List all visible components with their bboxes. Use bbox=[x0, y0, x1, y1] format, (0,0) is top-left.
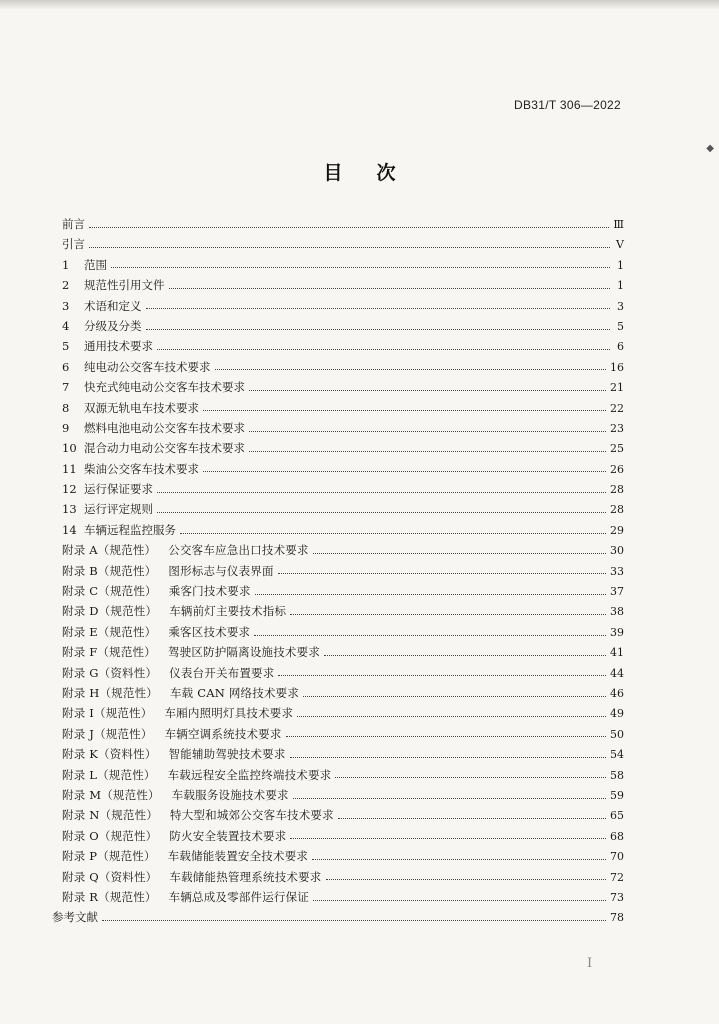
toc-num: 9 bbox=[62, 420, 70, 435]
toc-page: 72 bbox=[610, 870, 624, 884]
toc-num: 12 bbox=[62, 482, 77, 497]
annex-label: 附录 Q（资料性） bbox=[62, 869, 158, 884]
annex-title: 特大型和城郊公交客车技术要求 bbox=[170, 808, 334, 823]
toc-annex-g[interactable] bbox=[62, 663, 624, 683]
toc-page: 39 bbox=[610, 625, 624, 639]
leader-dots bbox=[215, 369, 607, 370]
leader-dots bbox=[157, 349, 610, 350]
toc-label: 通用技术要求 bbox=[84, 339, 153, 354]
toc-row-9[interactable] bbox=[62, 418, 624, 438]
toc-page: 30 bbox=[610, 544, 624, 558]
toc-page: 3 bbox=[617, 299, 624, 313]
toc-annex-a[interactable] bbox=[62, 540, 624, 560]
scan-top-edge bbox=[0, 0, 719, 10]
annex-label: 附录 G（资料性） bbox=[62, 665, 158, 680]
toc-page: 54 bbox=[610, 748, 624, 762]
leader-dots bbox=[290, 838, 606, 839]
toc-annex-f[interactable] bbox=[62, 642, 624, 662]
leader-dots bbox=[286, 736, 606, 737]
annex-label: 附录 C（规范性） bbox=[62, 584, 157, 599]
toc-page: 21 bbox=[610, 381, 624, 395]
annex-label: 附录 F（规范性） bbox=[62, 645, 156, 660]
toc-page: 22 bbox=[610, 401, 624, 415]
leader-dots bbox=[338, 818, 606, 819]
leader-dots bbox=[303, 696, 606, 697]
leader-dots bbox=[254, 635, 606, 636]
leader-dots bbox=[278, 675, 606, 676]
toc-num: 6 bbox=[62, 359, 70, 374]
toc-row-12[interactable] bbox=[62, 479, 624, 499]
toc-page: 37 bbox=[610, 585, 624, 599]
annex-title: 车载储能热管理系统技术要求 bbox=[169, 869, 322, 884]
table-of-contents bbox=[52, 214, 624, 928]
annex-label: 附录 R（规范性） bbox=[62, 889, 157, 904]
leader-dots bbox=[255, 594, 606, 595]
leader-dots bbox=[203, 471, 606, 472]
toc-page: Ⅲ bbox=[613, 218, 624, 231]
toc-label: 分级及分类 bbox=[84, 318, 142, 333]
annex-label: 附录 J（规范性） bbox=[62, 726, 153, 741]
annex-label: 附录 A（规范性） bbox=[62, 543, 157, 558]
annex-title: 车厢内照明灯具技术要求 bbox=[164, 706, 294, 721]
toc-row-3[interactable] bbox=[62, 296, 624, 316]
toc-annex-m[interactable] bbox=[62, 785, 624, 805]
toc-row-11[interactable] bbox=[62, 459, 624, 479]
annex-title: 车载远程安全监控终端技术要求 bbox=[167, 767, 332, 782]
toc-row-6[interactable] bbox=[62, 357, 624, 377]
leader-dots bbox=[290, 614, 606, 615]
annex-label: 附录 E（规范性） bbox=[62, 624, 157, 639]
toc-num: 11 bbox=[62, 461, 77, 476]
annex-title: 防火安全装置技术要求 bbox=[169, 828, 287, 843]
annex-title: 车辆总成及零部件运行保证 bbox=[168, 889, 310, 904]
toc-page: 29 bbox=[610, 523, 624, 537]
toc-annex-b[interactable] bbox=[62, 561, 624, 581]
leader-dots bbox=[111, 267, 610, 268]
annex-label: 附录 I（规范性） bbox=[62, 706, 153, 721]
annex-title: 车载服务设施技术要求 bbox=[171, 787, 289, 802]
annex-label: 附录 N（规范性） bbox=[62, 808, 159, 823]
toc-row-5[interactable] bbox=[62, 336, 624, 356]
toc-page: 58 bbox=[610, 768, 624, 782]
toc-num: 1 bbox=[62, 257, 70, 272]
leader-dots bbox=[324, 655, 606, 656]
toc-page: 41 bbox=[610, 646, 624, 660]
toc-label: 前言 bbox=[62, 217, 85, 231]
toc-annex-o[interactable] bbox=[62, 826, 624, 846]
toc-page: 23 bbox=[610, 421, 624, 435]
annex-title: 车载储能装置安全技术要求 bbox=[167, 849, 309, 864]
leader-dots bbox=[180, 533, 606, 534]
toc-row-13[interactable] bbox=[62, 499, 624, 519]
toc-label: 引言 bbox=[62, 237, 85, 252]
toc-page: 16 bbox=[610, 360, 624, 374]
toc-page: Ⅴ bbox=[616, 238, 624, 252]
annex-title: 车载 CAN 网络技术要求 bbox=[169, 685, 300, 700]
leader-dots bbox=[203, 410, 606, 411]
toc-num: 7 bbox=[62, 380, 70, 395]
leader-dots bbox=[290, 757, 606, 758]
leader-dots bbox=[313, 900, 606, 901]
annex-title: 驾驶区防护隔离设施技术要求 bbox=[167, 645, 321, 660]
toc-annex-d[interactable] bbox=[62, 601, 624, 621]
leader-dots bbox=[278, 573, 606, 574]
toc-row-4[interactable] bbox=[62, 316, 624, 336]
toc-num: 14 bbox=[62, 522, 77, 537]
annex-title: 公交客车应急出口技术要求 bbox=[168, 543, 309, 558]
leader-dots bbox=[146, 329, 611, 330]
toc-label: 参考文献 bbox=[52, 910, 98, 925]
annex-title: 智能辅助驾驶技术要求 bbox=[168, 747, 286, 762]
annex-label: 附录 B（规范性） bbox=[62, 563, 157, 578]
toc-num: 3 bbox=[62, 298, 70, 313]
toc-num: 10 bbox=[62, 441, 77, 456]
toc-label: 快充式纯电动公交客车技术要求 bbox=[84, 380, 245, 395]
standard-code: DB31/T 306—2022 bbox=[513, 98, 621, 112]
annex-title: 乘客区技术要求 bbox=[168, 624, 251, 639]
leader-dots bbox=[102, 920, 606, 921]
annex-title: 车辆前灯主要技术指标 bbox=[169, 604, 287, 619]
leader-dots bbox=[249, 431, 606, 432]
annex-title: 乘客门技术要求 bbox=[168, 584, 251, 599]
leader-dots bbox=[313, 553, 606, 554]
toc-page: 28 bbox=[610, 503, 624, 517]
toc-row-foreword[interactable] bbox=[62, 214, 624, 234]
toc-annex-e[interactable] bbox=[62, 622, 624, 642]
toc-label: 柴油公交客车技术要求 bbox=[84, 461, 199, 476]
toc-row-8[interactable] bbox=[62, 398, 624, 418]
annex-label: 附录 O（规范性） bbox=[62, 828, 158, 843]
leader-dots bbox=[297, 716, 606, 717]
toc-page: 26 bbox=[610, 462, 624, 476]
toc-row-references[interactable] bbox=[52, 907, 624, 927]
annex-label: 附录 P（规范性） bbox=[62, 849, 156, 864]
leader-dots bbox=[169, 288, 611, 289]
leader-dots bbox=[335, 777, 606, 778]
toc-num: 2 bbox=[62, 278, 70, 293]
toc-annex-j[interactable] bbox=[62, 724, 624, 744]
annex-label: 附录 M（规范性） bbox=[62, 787, 160, 802]
leader-dots bbox=[249, 390, 606, 391]
toc-label: 范围 bbox=[84, 257, 107, 272]
annex-title: 车辆空调系统技术要求 bbox=[164, 726, 282, 741]
toc-title-char-1: 目 bbox=[323, 162, 343, 184]
toc-num: 5 bbox=[62, 339, 70, 354]
toc-page: 25 bbox=[610, 442, 624, 456]
leader-dots bbox=[293, 798, 606, 799]
toc-label: 混合动力电动公交客车技术要求 bbox=[84, 441, 245, 456]
toc-annex-n[interactable] bbox=[62, 805, 624, 825]
toc-label: 运行保证要求 bbox=[84, 482, 153, 497]
toc-num: 4 bbox=[62, 318, 70, 333]
toc-page: 50 bbox=[610, 727, 624, 741]
toc-page: 78 bbox=[610, 911, 624, 925]
toc-label: 纯电动公交客车技术要求 bbox=[84, 359, 211, 374]
toc-page: 73 bbox=[610, 890, 624, 904]
leader-dots bbox=[146, 308, 611, 309]
toc-annex-h[interactable] bbox=[62, 683, 624, 703]
leader-dots bbox=[326, 879, 607, 880]
toc-row-introduction[interactable] bbox=[62, 234, 624, 254]
toc-page: 33 bbox=[610, 564, 624, 578]
toc-row-10[interactable] bbox=[62, 438, 624, 458]
annex-title: 图形标志与仪表界面 bbox=[168, 563, 274, 578]
toc-row-1[interactable] bbox=[62, 255, 624, 275]
toc-num: 8 bbox=[62, 400, 70, 415]
toc-annex-c[interactable] bbox=[62, 581, 624, 601]
toc-page: 68 bbox=[610, 829, 624, 843]
toc-page: 5 bbox=[617, 319, 624, 333]
leader-dots bbox=[89, 247, 610, 248]
toc-page: 28 bbox=[610, 483, 624, 497]
toc-page: 6 bbox=[617, 340, 624, 354]
toc-num: 13 bbox=[62, 502, 77, 517]
toc-page: 49 bbox=[610, 707, 624, 721]
toc-label: 燃料电池电动公交客车技术要求 bbox=[84, 420, 245, 435]
toc-row-2[interactable] bbox=[62, 275, 624, 295]
toc-label: 术语和定义 bbox=[84, 298, 142, 313]
leader-dots bbox=[157, 492, 606, 493]
toc-label: 规范性引用文件 bbox=[84, 278, 165, 293]
annex-label: 附录 K（资料性） bbox=[62, 747, 157, 762]
toc-page: 46 bbox=[610, 686, 624, 700]
toc-annex-p[interactable] bbox=[62, 846, 624, 866]
toc-annex-i[interactable] bbox=[62, 703, 624, 723]
annex-label: 附录 H（规范性） bbox=[62, 685, 158, 700]
scan-mark: ◆ bbox=[706, 143, 714, 154]
leader-dots bbox=[312, 859, 606, 860]
toc-annex-k[interactable] bbox=[62, 744, 624, 764]
toc-annex-r[interactable] bbox=[62, 887, 624, 907]
toc-page: 59 bbox=[610, 788, 624, 802]
toc-title-char-2: 次 bbox=[376, 162, 396, 184]
toc-label: 运行评定规则 bbox=[84, 502, 153, 517]
leader-dots bbox=[157, 512, 606, 513]
toc-annex-q[interactable] bbox=[62, 867, 624, 887]
toc-page: 44 bbox=[610, 666, 624, 680]
annex-label: 附录 D（规范性） bbox=[62, 604, 158, 619]
annex-title: 仪表台开关布置要求 bbox=[169, 665, 275, 680]
toc-row-7[interactable] bbox=[62, 377, 624, 397]
leader-dots bbox=[89, 227, 609, 228]
leader-dots bbox=[249, 451, 606, 452]
toc-annex-l[interactable] bbox=[62, 765, 624, 785]
toc-page: 65 bbox=[610, 809, 624, 823]
annex-label: 附录 L（规范性） bbox=[62, 767, 156, 782]
toc-row-14[interactable] bbox=[62, 520, 624, 540]
toc-page: 1 bbox=[617, 279, 624, 293]
page-number: I bbox=[587, 956, 593, 971]
toc-page: 1 bbox=[617, 258, 624, 272]
toc-label: 车辆远程监控服务 bbox=[84, 522, 176, 537]
toc-page: 38 bbox=[610, 605, 624, 619]
toc-page: 70 bbox=[610, 850, 624, 864]
toc-label: 双源无轨电车技术要求 bbox=[84, 400, 199, 415]
toc-title bbox=[0, 158, 719, 185]
